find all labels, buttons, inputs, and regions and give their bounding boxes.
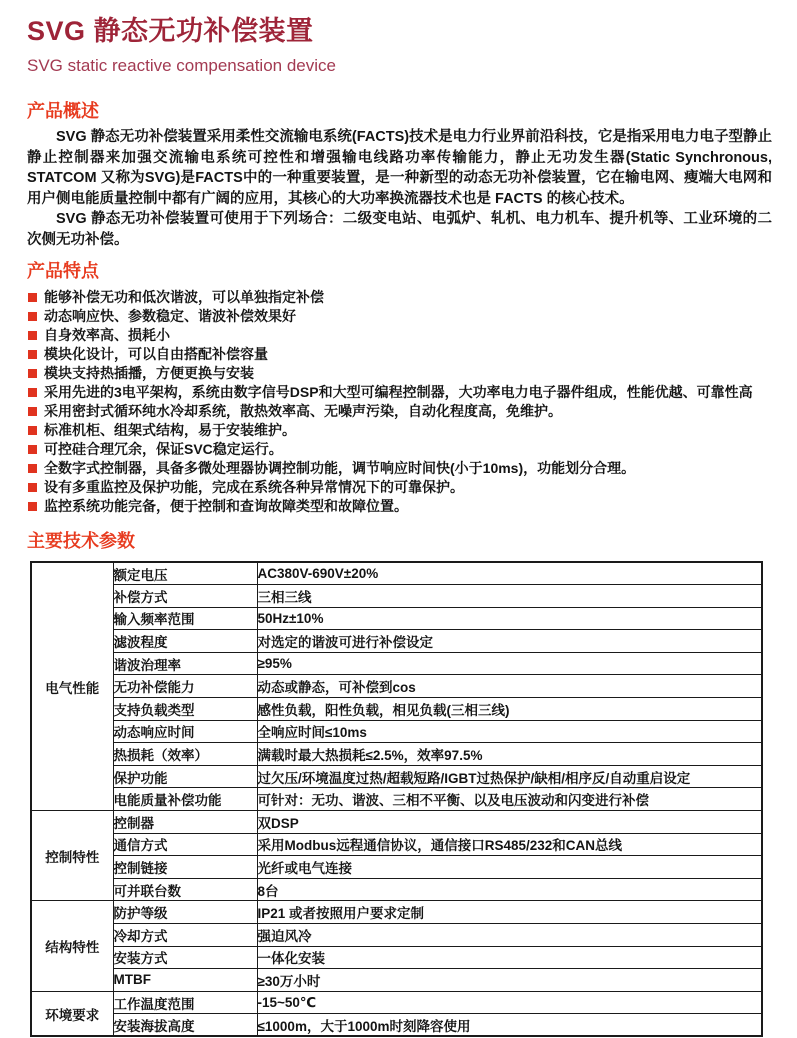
spec-row — [31, 630, 762, 653]
spec-value: 动态或静态，可补偿到cos — [257, 675, 762, 698]
spec-param-label: 额定电压 — [113, 562, 257, 585]
spec-param-label: 电能质量补偿功能 — [113, 788, 257, 811]
spec-row — [31, 607, 762, 630]
spec-value: 采用Modbus远程通信协议，通信接口RS485/232和CAN总线 — [257, 833, 762, 856]
spec-row — [31, 675, 762, 698]
spec-value: 对选定的谐波可进行补偿设定 — [257, 630, 762, 653]
spec-group-label: 电气性能 — [31, 562, 113, 811]
spec-param-label: 输入频率范围 — [113, 607, 257, 630]
spec-param-label: 滤波程度 — [113, 630, 257, 653]
feature-item — [27, 383, 772, 402]
spec-param-label: 安装方式 — [113, 946, 257, 969]
spec-param-label: 谐波治理率 — [113, 652, 257, 675]
spec-row — [31, 991, 762, 1014]
spec-value: 一体化安装 — [257, 946, 762, 969]
spec-row — [31, 969, 762, 992]
specs-heading: 主要技术参数 — [27, 531, 135, 551]
spec-param-label: 冷却方式 — [113, 924, 257, 947]
spec-value: 光纤或电气连接 — [257, 856, 762, 879]
specs-table-body — [31, 562, 762, 1036]
bullet-square-icon — [28, 369, 37, 378]
spec-param-label: 保护功能 — [113, 765, 257, 788]
spec-value: -15~50℃ — [257, 991, 762, 1014]
spec-value: 三相三线 — [257, 585, 762, 608]
spec-value: ≥30万小时 — [257, 969, 762, 992]
bullet-square-icon — [28, 293, 37, 302]
spec-param-label: 支持负载类型 — [113, 698, 257, 721]
bullet-square-icon — [28, 464, 37, 473]
feature-item — [27, 459, 772, 478]
spec-group-label: 环境要求 — [31, 991, 113, 1036]
spec-row — [31, 652, 762, 675]
spec-group-label: 结构特性 — [31, 901, 113, 991]
feature-text: 监控系统功能完备，便于控制和查询故障类型和故障位置。 — [44, 498, 408, 514]
feature-item — [27, 421, 772, 440]
spec-value: ≥95% — [257, 652, 762, 675]
feature-item — [27, 402, 772, 421]
feature-item — [27, 288, 772, 307]
spec-row — [31, 698, 762, 721]
features-list — [27, 288, 772, 516]
feature-text: 标准机柜、组架式结构，易于安装维护。 — [44, 422, 296, 438]
bullet-square-icon — [28, 331, 37, 340]
spec-row — [31, 585, 762, 608]
spec-row — [31, 743, 762, 766]
spec-value: 感性负载，阳性负载，相见负载(三相三线) — [257, 698, 762, 721]
spec-row — [31, 901, 762, 924]
bullet-square-icon — [28, 445, 37, 454]
spec-row — [31, 833, 762, 856]
spec-value: 50Hz±10% — [257, 607, 762, 630]
spec-row — [31, 562, 762, 585]
overview-paragraph-1: SVG 静态无功补偿装置采用柔性交流输电系统(FACTS)技术是电力行业界前沿科技，它是指采用电力电子型静止静止控制器来加强交流输电系统可控性和增强输电线路功率传输能力，静止无功发生器(Static Synchronous, STATCOM 又称为SVG)是FACTS中的一种重要装置，是一种新型的动态无功补偿装置，它在输电网、瘦端大电网和用户侧电能质量控制中都有广阔的应用，其核心的大功率换流器技术也是 FACTS 的核心技术。 — [27, 129, 772, 207]
spec-row — [31, 1014, 762, 1037]
feature-item — [27, 364, 772, 383]
spec-param-label: 动态响应时间 — [113, 720, 257, 743]
spec-param-label: 通信方式 — [113, 833, 257, 856]
spec-row — [31, 924, 762, 947]
page-title: SVG 静态无功补偿装置 — [27, 16, 314, 46]
page-subtitle: SVG static reactive compensation device — [27, 56, 336, 75]
spec-param-label: 安装海拔高度 — [113, 1014, 257, 1037]
spec-value: AC380V-690V±20% — [257, 562, 762, 585]
spec-value: 可针对：无功、谐波、三相不平衡、以及电压波动和闪变进行补偿 — [257, 788, 762, 811]
feature-text: 模块化设计，可以自由搭配补偿容量 — [44, 346, 268, 362]
feature-text: 动态响应快、参数稳定、谐波补偿效果好 — [44, 308, 296, 324]
feature-text: 采用先进的3电平架构，系统由数字信号DSP和大型可编程控制器，大功率电力电子器件组成，性能优越、可靠性高 — [44, 384, 753, 400]
feature-text: 自身效率高、损耗小 — [44, 327, 170, 343]
feature-item — [27, 440, 772, 459]
spec-value: IP21 或者按照用户要求定制 — [257, 901, 762, 924]
spec-row — [31, 946, 762, 969]
spec-row — [31, 765, 762, 788]
overview-paragraph-2: SVG 静态无功补偿装置可使用于下列场合：二级变电站、电弧炉、轧机、电力机车、提升机等、工业环境的二次侧无功补偿。 — [27, 211, 772, 248]
spec-value: 强迫风冷 — [257, 924, 762, 947]
spec-param-label: 控制链接 — [113, 856, 257, 879]
spec-value: 过欠压/环境温度过热/超载短路/IGBT过热保护/缺相/相序反/自动重启设定 — [257, 765, 762, 788]
spec-group-label: 控制特性 — [31, 811, 113, 901]
spec-param-label: 控制器 — [113, 811, 257, 834]
specs-table — [30, 561, 763, 1037]
feature-item — [27, 478, 772, 497]
spec-param-label: 无功补偿能力 — [113, 675, 257, 698]
bullet-square-icon — [28, 502, 37, 511]
overview-heading: 产品概述 — [27, 101, 99, 121]
feature-text: 采用密封式循环纯水冷却系统，散热效率高、无噪声污染，自动化程度高，免维护。 — [44, 403, 562, 419]
features-heading: 产品特点 — [27, 261, 99, 281]
spec-row — [31, 856, 762, 879]
bullet-square-icon — [28, 407, 37, 416]
spec-row — [31, 878, 762, 901]
feature-text: 全数字式控制器，具备多微处理器协调控制功能，调节响应时间快(小于10ms)，功能划分合理。 — [44, 460, 636, 476]
spec-param-label: 热损耗（效率） — [113, 743, 257, 766]
bullet-square-icon — [28, 312, 37, 321]
spec-row — [31, 811, 762, 834]
spec-param-label: MTBF — [113, 969, 257, 992]
bullet-square-icon — [28, 388, 37, 397]
feature-item — [27, 497, 772, 516]
spec-value: 满载时最大热损耗≤2.5%，效率97.5% — [257, 743, 762, 766]
spec-value: 8台 — [257, 878, 762, 901]
spec-param-label: 防护等级 — [113, 901, 257, 924]
spec-value: ≤1000m，大于1000m时刻降容使用 — [257, 1014, 762, 1037]
spec-value: 全响应时间≤10ms — [257, 720, 762, 743]
feature-text: 能够补偿无功和低次谐波，可以单独指定补偿 — [44, 289, 324, 305]
feature-text: 模块支持热插播，方便更换与安装 — [44, 365, 254, 381]
feature-text: 可控硅合理冗余，保证SVC稳定运行。 — [44, 441, 283, 457]
feature-item — [27, 307, 772, 326]
spec-value: 双DSP — [257, 811, 762, 834]
feature-text: 设有多重监控及保护功能，完成在系统各种异常情况下的可靠保护。 — [44, 479, 464, 495]
bullet-square-icon — [28, 426, 37, 435]
feature-item — [27, 345, 772, 364]
spec-param-label: 可并联台数 — [113, 878, 257, 901]
spec-param-label: 补偿方式 — [113, 585, 257, 608]
spec-row — [31, 788, 762, 811]
feature-item — [27, 326, 772, 345]
bullet-square-icon — [28, 483, 37, 492]
spec-row — [31, 720, 762, 743]
bullet-square-icon — [28, 350, 37, 359]
spec-param-label: 工作温度范围 — [113, 991, 257, 1014]
